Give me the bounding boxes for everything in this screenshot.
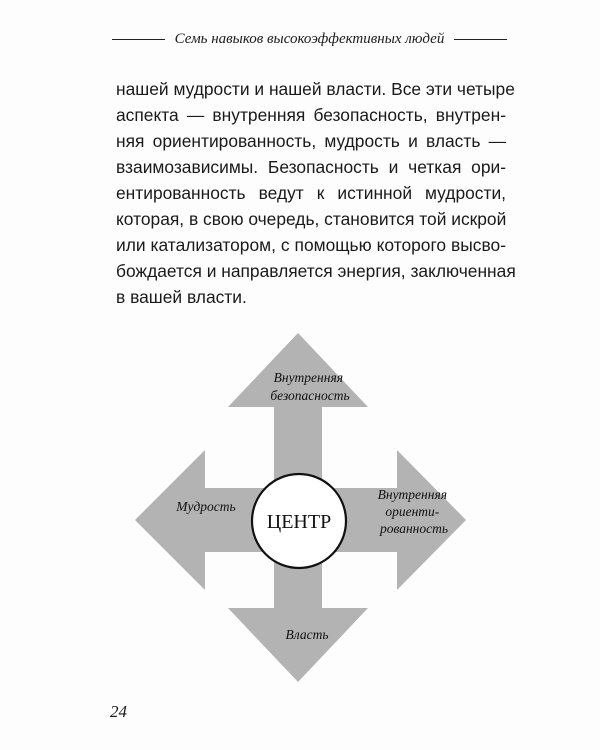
label-right-line: Внутренняя	[377, 487, 447, 502]
label-left	[175, 499, 235, 514]
label-bottom	[286, 627, 329, 642]
label-top-line: безопасность	[270, 388, 350, 403]
label-right-line: ориенти-	[385, 504, 440, 519]
text-line: бождается и направляется энергия, заключенная	[116, 261, 516, 281]
label-right-line: рованность	[379, 521, 449, 536]
text-line: или катализатором, с помощью которого высво-	[116, 235, 506, 255]
text-line: аспекта — внутренняя безопасность, внутрен-	[116, 105, 506, 125]
text-line: няя ориентированность, мудрость и власть —	[116, 131, 506, 151]
label-top-line: Внутренняя	[273, 370, 343, 385]
text-line: ентированность ведут к истинной мудрости,	[116, 183, 506, 203]
label-left-line: Мудрость	[176, 499, 236, 514]
running-title: Семь навыков высокоэффективных людей	[174, 30, 445, 47]
page-number: 24	[110, 702, 127, 721]
label-right	[378, 487, 451, 536]
text-line: которая, в свою очередь, становится той искрой	[116, 209, 507, 229]
center-label: ЦЕНТР	[266, 511, 332, 533]
label-bottom-line: Власть	[285, 627, 329, 642]
text-line: в вашей власти.	[116, 287, 247, 307]
text-line: взаимозависимы. Безопасность и четкая ори-	[116, 157, 506, 177]
text-line: нашей мудрости и нашей власти. Все эти четыре	[116, 79, 515, 99]
